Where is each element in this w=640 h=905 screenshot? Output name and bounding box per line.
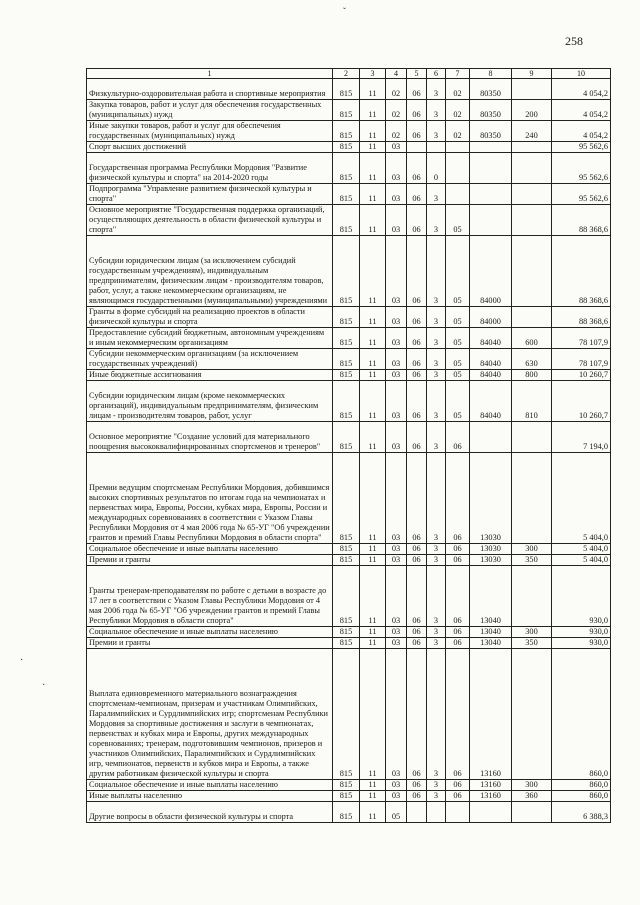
section-code: 11: [360, 649, 386, 780]
direction-code: 13030: [470, 555, 512, 566]
direction-code: [470, 422, 512, 453]
column-header: 1: [87, 69, 333, 79]
program-code: 06: [407, 307, 427, 328]
ministry-code: 815: [333, 307, 360, 328]
direction-code: [470, 142, 512, 153]
subsection-code: 03: [386, 649, 407, 780]
table-row: [87, 205, 611, 236]
section-code: 11: [360, 555, 386, 566]
table-row: [87, 236, 611, 307]
ministry-code: 815: [333, 638, 360, 649]
row-name: Премии и гранты: [87, 555, 333, 566]
table-header-row: [87, 69, 611, 79]
subprogram-code: 3: [427, 370, 446, 381]
ministry-code: 815: [333, 349, 360, 370]
program-code: 06: [407, 627, 427, 638]
subsection-code: 03: [386, 381, 407, 422]
table-row: [87, 453, 611, 544]
section-code: 11: [360, 802, 386, 823]
program-code: 06: [407, 780, 427, 791]
event-code: 02: [446, 79, 470, 100]
expense-type-code: 810: [512, 381, 552, 422]
subprogram-code: 3: [427, 627, 446, 638]
subsection-code: 02: [386, 121, 407, 142]
direction-code: 13160: [470, 649, 512, 780]
column-header: 9: [512, 69, 552, 79]
subsection-code: 03: [386, 349, 407, 370]
amount: 4 054,2: [552, 79, 611, 100]
event-code: 05: [446, 370, 470, 381]
section-code: 11: [360, 307, 386, 328]
event-code: 06: [446, 453, 470, 544]
subprogram-code: 3: [427, 381, 446, 422]
direction-code: 13030: [470, 544, 512, 555]
row-name: Выплата единовременного материального вознаграждения спортсменам-чемпионам, призерам и участникам Олимпийских, Паралимпийских и Сурдлимпийских игр; спортсменам Республики Мордовия за спортивные достижения и заслуги в чемпионатах, первенствах и кубках мира и Европы, других международных соревнованиях; тренерам, подготовившим чемпионов, призеров и участников Олимпийских, Паралимпийских и Сурдлимпийских игр, чемпионатов, первенств и кубков мира и Европы, а также другим работникам физической культуры и спорта: [87, 649, 333, 780]
expense-type-code: 600: [512, 328, 552, 349]
direction-code: 13030: [470, 453, 512, 544]
row-name: Спорт высших достижений: [87, 142, 333, 153]
table-row: [87, 802, 611, 823]
row-name: Закупка товаров, работ и услуг для обеспечения государственных (муниципальных) нужд: [87, 100, 333, 121]
page-number: 258: [565, 34, 583, 48]
section-code: 11: [360, 79, 386, 100]
program-code: 06: [407, 791, 427, 802]
direction-code: 13040: [470, 638, 512, 649]
subprogram-code: 3: [427, 649, 446, 780]
expense-type-code: [512, 142, 552, 153]
subsection-code: 03: [386, 638, 407, 649]
column-header: 5: [407, 69, 427, 79]
amount: 6 388,3: [552, 802, 611, 823]
direction-code: 13160: [470, 780, 512, 791]
table-row: [87, 791, 611, 802]
row-name: Подпрограмма "Управление развитием физической культуры и спорта": [87, 184, 333, 205]
direction-code: [470, 184, 512, 205]
ministry-code: 815: [333, 566, 360, 627]
program-code: 06: [407, 370, 427, 381]
expense-type-code: 630: [512, 349, 552, 370]
program-code: 06: [407, 205, 427, 236]
row-name: Основное мероприятие "Государственная поддержка организаций, осуществляющих деятельность в области физической культуры и спорта": [87, 205, 333, 236]
ministry-code: 815: [333, 142, 360, 153]
table-row: [87, 422, 611, 453]
program-code: [407, 802, 427, 823]
ministry-code: 815: [333, 381, 360, 422]
direction-code: 13040: [470, 627, 512, 638]
ministry-code: 815: [333, 236, 360, 307]
amount: 10 260,7: [552, 370, 611, 381]
ministry-code: 815: [333, 422, 360, 453]
expense-type-code: [512, 153, 552, 184]
section-code: 11: [360, 153, 386, 184]
budget-table: [86, 68, 611, 823]
column-header: 6: [427, 69, 446, 79]
table-row: [87, 649, 611, 780]
direction-code: [470, 802, 512, 823]
subprogram-code: 3: [427, 349, 446, 370]
amount: 860,0: [552, 649, 611, 780]
event-code: [446, 153, 470, 184]
table-row: [87, 100, 611, 121]
subsection-code: 02: [386, 100, 407, 121]
direction-code: 84040: [470, 370, 512, 381]
scan-mark: ˇ: [343, 6, 346, 16]
subsection-code: 03: [386, 153, 407, 184]
program-code: 06: [407, 79, 427, 100]
column-header: 7: [446, 69, 470, 79]
row-name: Иные закупки товаров, работ и услуг для обеспечения государственных (муниципальных) нужд: [87, 121, 333, 142]
table-row: [87, 307, 611, 328]
amount: 930,0: [552, 627, 611, 638]
table-row: [87, 544, 611, 555]
subprogram-code: 3: [427, 544, 446, 555]
expense-type-code: [512, 236, 552, 307]
program-code: 06: [407, 638, 427, 649]
subprogram-code: [427, 802, 446, 823]
event-code: 05: [446, 349, 470, 370]
subsection-code: 03: [386, 370, 407, 381]
amount: 5 404,0: [552, 555, 611, 566]
program-code: 06: [407, 328, 427, 349]
subsection-code: 02: [386, 79, 407, 100]
amount: 4 054,2: [552, 121, 611, 142]
ministry-code: 815: [333, 121, 360, 142]
ministry-code: 815: [333, 555, 360, 566]
expense-type-code: [512, 649, 552, 780]
direction-code: 80350: [470, 121, 512, 142]
expense-type-code: [512, 184, 552, 205]
subsection-code: 03: [386, 453, 407, 544]
program-code: 06: [407, 153, 427, 184]
subsection-code: 05: [386, 802, 407, 823]
table-row: [87, 555, 611, 566]
ministry-code: 815: [333, 153, 360, 184]
table-row: [87, 370, 611, 381]
section-code: 11: [360, 328, 386, 349]
amount: 95 562,6: [552, 142, 611, 153]
section-code: 11: [360, 381, 386, 422]
amount: 78 107,9: [552, 349, 611, 370]
ministry-code: 815: [333, 453, 360, 544]
amount: 930,0: [552, 638, 611, 649]
event-code: 06: [446, 566, 470, 627]
row-name: Субсидии юридическим лицам (кроме некоммерческих организаций), индивидуальным предпринимателям, физическим лицам - производителям товаров, работ, услуг: [87, 381, 333, 422]
direction-code: 84040: [470, 349, 512, 370]
table-row: [87, 349, 611, 370]
event-code: 06: [446, 555, 470, 566]
expense-type-code: 300: [512, 627, 552, 638]
amount: 5 404,0: [552, 544, 611, 555]
program-code: 06: [407, 381, 427, 422]
row-name: Физкультурно-оздоровительная работа и спортивные мероприятия: [87, 79, 333, 100]
subsection-code: 03: [386, 555, 407, 566]
event-code: 06: [446, 544, 470, 555]
row-name: Социальное обеспечение и иные выплаты населению: [87, 627, 333, 638]
table-row: [87, 627, 611, 638]
ministry-code: 815: [333, 649, 360, 780]
direction-code: 80350: [470, 100, 512, 121]
section-code: 11: [360, 422, 386, 453]
column-header: 2: [333, 69, 360, 79]
ministry-code: 815: [333, 370, 360, 381]
ministry-code: 815: [333, 780, 360, 791]
program-code: 06: [407, 566, 427, 627]
subprogram-code: 3: [427, 453, 446, 544]
section-code: 11: [360, 453, 386, 544]
subsection-code: 03: [386, 566, 407, 627]
table-row: [87, 328, 611, 349]
program-code: [407, 142, 427, 153]
section-code: 11: [360, 121, 386, 142]
program-code: 06: [407, 422, 427, 453]
expense-type-code: [512, 422, 552, 453]
subprogram-code: 3: [427, 205, 446, 236]
expense-type-code: [512, 307, 552, 328]
subprogram-code: 3: [427, 422, 446, 453]
subprogram-code: 3: [427, 100, 446, 121]
program-code: 06: [407, 100, 427, 121]
subsection-code: 03: [386, 791, 407, 802]
direction-code: 13160: [470, 791, 512, 802]
subsection-code: 03: [386, 205, 407, 236]
amount: 5 404,0: [552, 453, 611, 544]
scan-mark: ·: [42, 680, 46, 691]
scan-mark: ·: [20, 655, 24, 666]
expense-type-code: 300: [512, 544, 552, 555]
amount: 95 562,6: [552, 153, 611, 184]
row-name: Социальное обеспечение и иные выплаты населению: [87, 544, 333, 555]
direction-code: 80350: [470, 79, 512, 100]
row-name: Гранты в форме субсидий на реализацию проектов в области физической культуры и спорта: [87, 307, 333, 328]
ministry-code: 815: [333, 79, 360, 100]
amount: 930,0: [552, 566, 611, 627]
subprogram-code: 3: [427, 791, 446, 802]
ministry-code: 815: [333, 791, 360, 802]
section-code: 11: [360, 236, 386, 307]
ministry-code: 815: [333, 802, 360, 823]
amount: 860,0: [552, 791, 611, 802]
ministry-code: 815: [333, 205, 360, 236]
event-code: [446, 184, 470, 205]
subprogram-code: 3: [427, 555, 446, 566]
ministry-code: 815: [333, 184, 360, 205]
row-name: Социальное обеспечение и иные выплаты населению: [87, 780, 333, 791]
ministry-code: 815: [333, 100, 360, 121]
event-code: 06: [446, 422, 470, 453]
event-code: 06: [446, 649, 470, 780]
expense-type-code: 800: [512, 370, 552, 381]
subprogram-code: 3: [427, 566, 446, 627]
expense-type-code: [512, 566, 552, 627]
expense-type-code: 350: [512, 638, 552, 649]
expense-type-code: [512, 205, 552, 236]
subprogram-code: 3: [427, 79, 446, 100]
row-name: Субсидии некоммерческим организациям (за исключением государственных учреждений): [87, 349, 333, 370]
table-row: [87, 780, 611, 791]
event-code: 05: [446, 328, 470, 349]
subprogram-code: 3: [427, 307, 446, 328]
program-code: 06: [407, 544, 427, 555]
row-name: Иные выплаты населению: [87, 791, 333, 802]
subsection-code: 03: [386, 422, 407, 453]
subsection-code: 03: [386, 328, 407, 349]
ministry-code: 815: [333, 544, 360, 555]
subprogram-code: [427, 142, 446, 153]
direction-code: 84000: [470, 236, 512, 307]
column-header: 8: [470, 69, 512, 79]
table-row: [87, 638, 611, 649]
program-code: 06: [407, 649, 427, 780]
table-row: [87, 142, 611, 153]
subprogram-code: 3: [427, 638, 446, 649]
expense-type-code: 240: [512, 121, 552, 142]
subprogram-code: 0: [427, 153, 446, 184]
section-code: 11: [360, 100, 386, 121]
subprogram-code: 3: [427, 328, 446, 349]
direction-code: 84000: [470, 307, 512, 328]
row-name: Субсидии юридическим лицам (за исключением субсидий государственным учреждениям), индивидуальным предпринимателям, физическим лицам - производителям товаров, работ, услуг, а также некоммерческим организациям, не являющимся государственными (муниципальными) учреждениями: [87, 236, 333, 307]
program-code: 06: [407, 184, 427, 205]
subsection-code: 03: [386, 142, 407, 153]
amount: 88 368,6: [552, 205, 611, 236]
amount: 78 107,9: [552, 328, 611, 349]
subsection-code: 03: [386, 184, 407, 205]
event-code: [446, 802, 470, 823]
direction-code: 13040: [470, 566, 512, 627]
section-code: 11: [360, 780, 386, 791]
program-code: 06: [407, 121, 427, 142]
row-name: Государственная программа Республики Мордовия "Развитие физической культуры и спорта" на 2014-2020 годы: [87, 153, 333, 184]
subprogram-code: 3: [427, 780, 446, 791]
direction-code: [470, 153, 512, 184]
column-header: 10: [552, 69, 611, 79]
direction-code: 84040: [470, 381, 512, 422]
amount: 7 194,0: [552, 422, 611, 453]
row-name: Премии ведущим спортсменам Республики Мордовия, добившимся высоких спортивных результатов по итогам года на чемпионатах и первенствах мира, Европы, России, кубках мира, Европы, России и международных соревнованиях в соответствии с Указом Главы Республики Мордовия от 4 мая 2006 года № 65-УГ "Об учреждении грантов и премий Главы Республики Мордовия в области спорта": [87, 453, 333, 544]
amount: 95 562,6: [552, 184, 611, 205]
section-code: 11: [360, 370, 386, 381]
event-code: 02: [446, 100, 470, 121]
section-code: 11: [360, 142, 386, 153]
event-code: 05: [446, 205, 470, 236]
row-name: Предоставление субсидий бюджетным, автономным учреждениям и иным некоммерческим организациям: [87, 328, 333, 349]
amount: 860,0: [552, 780, 611, 791]
event-code: 06: [446, 780, 470, 791]
amount: 4 054,2: [552, 100, 611, 121]
section-code: 11: [360, 566, 386, 627]
section-code: 11: [360, 544, 386, 555]
event-code: 06: [446, 791, 470, 802]
row-name: Другие вопросы в области физической культуры и спорта: [87, 802, 333, 823]
expense-type-code: [512, 802, 552, 823]
table-row: [87, 79, 611, 100]
event-code: 06: [446, 627, 470, 638]
expense-type-code: 360: [512, 791, 552, 802]
table-row: [87, 184, 611, 205]
direction-code: 84040: [470, 328, 512, 349]
amount: 88 368,6: [552, 236, 611, 307]
program-code: 06: [407, 236, 427, 307]
table-row: [87, 566, 611, 627]
subprogram-code: 3: [427, 184, 446, 205]
direction-code: [470, 205, 512, 236]
subsection-code: 03: [386, 307, 407, 328]
row-name: Гранты тренерам-преподавателям по работе с детьми в возрасте до 17 лет в соответствии с Указом Главы Республики Мордовия от 4 мая 2006 года № 65-УГ "Об учреждении грантов и премий Главы Республики Мордовия в области спорта": [87, 566, 333, 627]
column-header: 3: [360, 69, 386, 79]
section-code: 11: [360, 205, 386, 236]
row-name: Основное мероприятие "Создание условий для материального поощрения высококвалифицированных спортсменов и тренеров": [87, 422, 333, 453]
subsection-code: 03: [386, 544, 407, 555]
expense-type-code: [512, 453, 552, 544]
program-code: 06: [407, 453, 427, 544]
subprogram-code: 3: [427, 121, 446, 142]
row-name: Премии и гранты: [87, 638, 333, 649]
event-code: [446, 142, 470, 153]
section-code: 11: [360, 791, 386, 802]
event-code: 05: [446, 381, 470, 422]
table-row: [87, 381, 611, 422]
event-code: 06: [446, 638, 470, 649]
event-code: 02: [446, 121, 470, 142]
expense-type-code: 200: [512, 100, 552, 121]
row-name: Иные бюджетные ассигнования: [87, 370, 333, 381]
ministry-code: 815: [333, 627, 360, 638]
amount: 88 368,6: [552, 307, 611, 328]
subsection-code: 03: [386, 780, 407, 791]
expense-type-code: 350: [512, 555, 552, 566]
column-header: 4: [386, 69, 407, 79]
expense-type-code: [512, 79, 552, 100]
subsection-code: 03: [386, 627, 407, 638]
expense-type-code: 300: [512, 780, 552, 791]
section-code: 11: [360, 184, 386, 205]
ministry-code: 815: [333, 328, 360, 349]
subsection-code: 03: [386, 236, 407, 307]
section-code: 11: [360, 627, 386, 638]
section-code: 11: [360, 638, 386, 649]
section-code: 11: [360, 349, 386, 370]
event-code: 05: [446, 307, 470, 328]
event-code: 05: [446, 236, 470, 307]
program-code: 06: [407, 349, 427, 370]
table-row: [87, 121, 611, 142]
program-code: 06: [407, 555, 427, 566]
subprogram-code: 3: [427, 236, 446, 307]
table-row: [87, 153, 611, 184]
amount: 10 260,7: [552, 381, 611, 422]
